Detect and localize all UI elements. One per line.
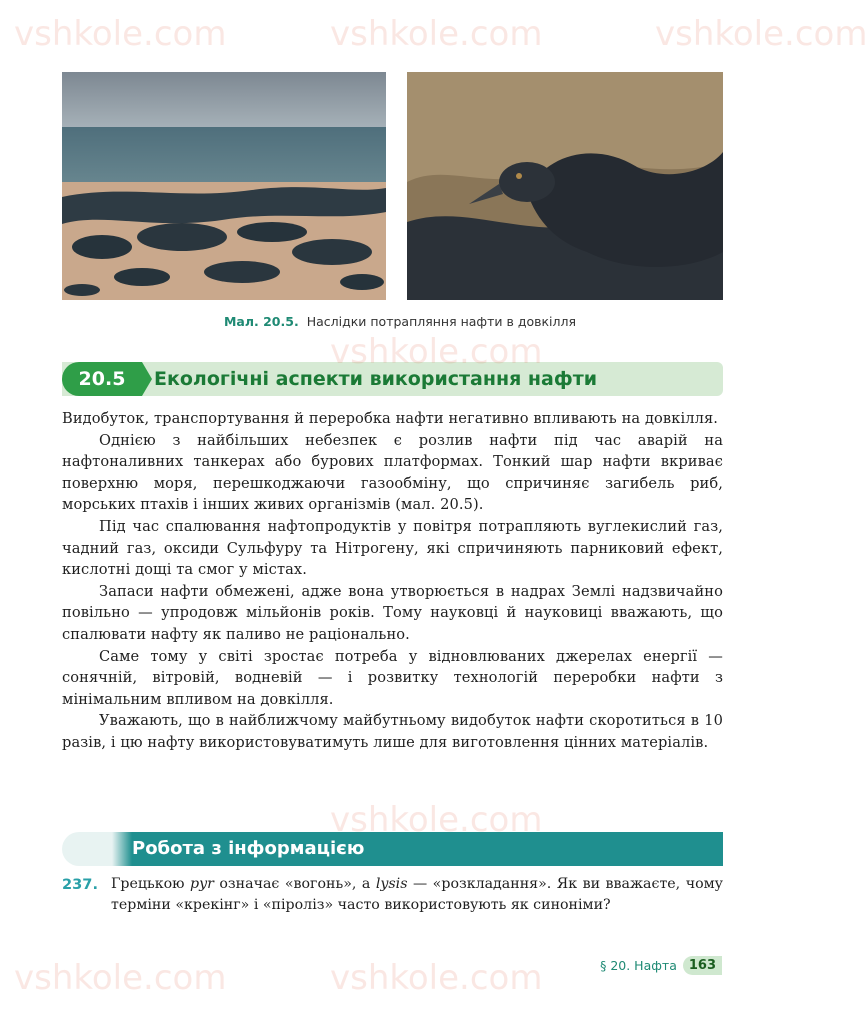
term-lysis: lysis xyxy=(375,876,408,892)
section-number: 20.5 xyxy=(62,362,142,396)
paragraph: Саме тому у світі зростає потреба у відновлюваних джерелах енергії — сонячній, вітровій, водневій — і розвитку технологій переробки нафти з мінімальним впливом на довкілля. xyxy=(62,647,723,708)
page-number: 163 xyxy=(683,956,722,975)
paragraph: Однією з найбільших небезпек є розлив нафти під час аварій на нафтоналивних танкерах або бурових платформах. Тонкий шар нафти вкриває поверхню моря, перешкоджаючи газообміну, що спричиняє загибель риб, морських птахів і інших живих організмів (мал. 20.5). xyxy=(62,431,723,514)
figure-caption xyxy=(0,314,800,329)
paragraph: Уважають, що в найближчому майбутньому видобуток нафти скоротиться в 10 разів, і цю нафту використовуватимуть лише для виготовлення цінних матеріалів. xyxy=(62,712,723,751)
paragraph: Під час спалювання нафтопродуктів у повітря потрапляють вуглекислий газ, чадний газ, оксиди Сульфуру та Нітрогену, які спричиняють парниковий ефект, кислотні дощі та смог у містах. xyxy=(62,517,723,579)
paragraph: Запаси нафти обмежені, адже вона утворюється в надрах Землі надзвичайно повільно — упродовж мільйонів років. Тому науковці й науковиці вважають, що спалювати нафту як паливо не раціонально. xyxy=(62,582,723,643)
watermark: vshkole.com xyxy=(330,958,543,998)
section-body xyxy=(62,408,723,754)
section-title: Екологічні аспекти використання нафти xyxy=(154,368,598,390)
task-text: Грецькою pyr означає «вогонь», а lysis — «розкладання». Як ви вважаєте, чому терміни «крекінг» і «піроліз» часто використовують як синоніми? xyxy=(111,876,723,914)
watermark: vshkole.com xyxy=(330,800,543,840)
page-footer xyxy=(600,956,722,975)
paragraph: Видобуток, транспортування й переробка нафти негативно впливають на довкілля. xyxy=(62,410,719,427)
figure-caption-label: Мал. 20.5. xyxy=(223,314,299,329)
figure-caption-text: Наслідки потрапляння нафти в довкілля xyxy=(306,314,577,329)
task-number: 237. xyxy=(62,876,99,893)
oiled-bird-photo xyxy=(407,72,723,300)
info-section-title: Робота з інформацією xyxy=(132,838,365,859)
watermark: vshkole.com xyxy=(330,332,543,372)
term-pyr: pyr xyxy=(189,876,214,892)
watermark: vshkole.com xyxy=(655,14,867,54)
task-237 xyxy=(62,874,723,917)
section-header xyxy=(62,362,723,396)
info-section-header xyxy=(62,832,723,866)
oil-spill-beach-photo xyxy=(62,72,386,300)
watermark: vshkole.com xyxy=(330,14,543,54)
watermark: vshkole.com xyxy=(14,14,227,54)
watermark: vshkole.com xyxy=(14,958,227,998)
chapter-label: § 20. Нафта xyxy=(600,958,677,973)
